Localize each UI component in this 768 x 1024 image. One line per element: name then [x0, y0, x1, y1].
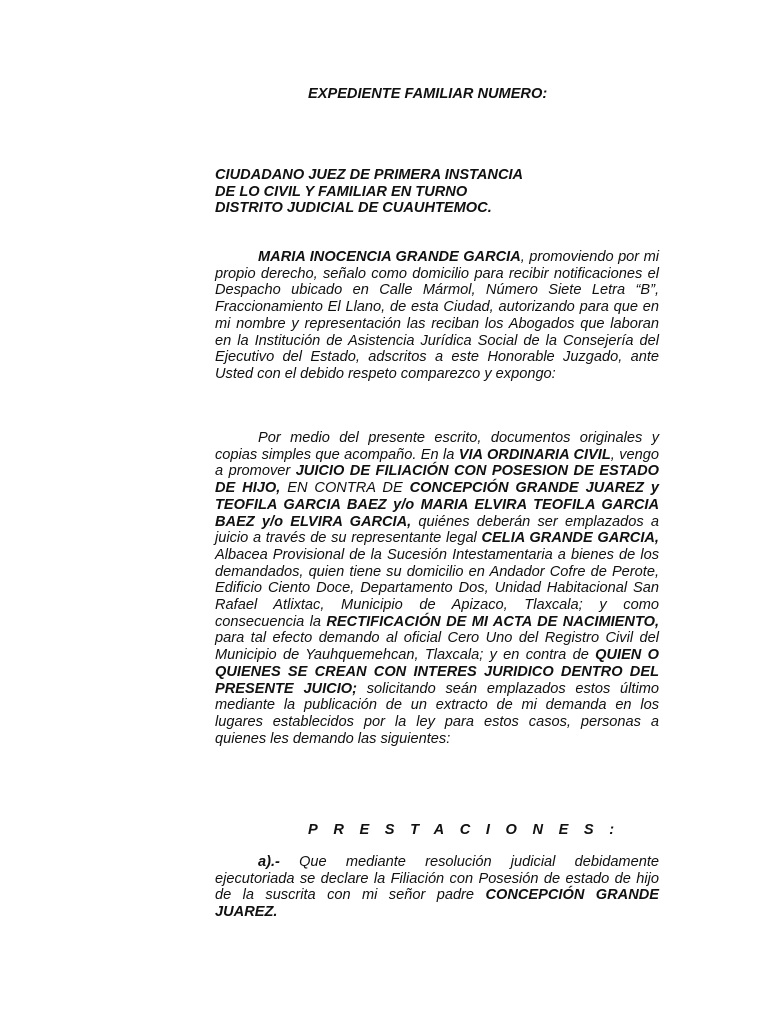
item-name: CONCEPCIÓN GRANDE JUAREZ.: [215, 887, 660, 921]
addressee-block: [215, 167, 655, 217]
body-bold: CELIA GRANDE GARCIA,: [481, 530, 659, 547]
body-bold: CONCEPCIÓN GRANDE JUAREZ y TEOFILA GARCIA BAEZ y/o MARIA ELVIRA TEOFILA GARCIA BAEZ y/o ELVIRA GARCIA,: [215, 480, 659, 530]
body-text: Albacea Provisional de la Sucesión Intestamentaria a bienes de los demandados, quien tiene su domicilio en Andador Cofre de Perote, Edificio Ciento Doce, Departamento Dos, Unidad Habitacional San Rafael Atlixtac, Municipio de Apizaco, Tlaxcala; y como consecuencia la: [215, 546, 659, 630]
body-text: solicitando seán emplazados estos último mediante la publicación de un extracto de mi demanda en los lugares establecidos por la ley para estos casos, personas a quienes les demando las siguientes:: [215, 680, 659, 747]
intro-text: , promoviendo por mi propio derecho, señalo como domicilio para recibir notificaciones el Despacho ubicado en Calle Mármol, Número Siete Letra “B”, Fraccionamiento El Llano, de esta Ciudad, autorizando para que en mi nombre y representación las reciban los Abogados que laboran en la Institución de Asistencia Jurídica Social de la Consejería del Ejecutivo del Estado, adscritos a este Honorable Juzgado, ante Usted con el debido respeto comparezco y expongo:: [215, 249, 659, 382]
body-bold: JUICIO DE FILIACIÓN CON POSESION DE ESTADO DE HIJO,: [215, 463, 659, 497]
body-bold: VIA ORDINARIA CIVIL: [458, 446, 611, 463]
intro-paragraph: [215, 249, 659, 383]
prestacion-item-a: [215, 854, 659, 921]
body-text: , vengo a promover: [215, 446, 660, 480]
body-bold: RECTIFICACIÓN DE MI ACTA DE NACIMIENTO,: [326, 613, 659, 630]
addressee-line: DISTRITO JUDICIAL DE CUAUHTEMOC.: [215, 200, 492, 217]
body-text: Por medio del presente escrito, documentos originales y copias simples que acompaño. En la: [215, 430, 659, 463]
body-text: quiénes deberán ser emplazados a juicio a través de su representante legal: [215, 513, 659, 547]
body-text: para tal efecto demando al oficial Cero Uno del Registro Civil del Municipio de Yauhquemehcan, Tlaxcala; y en contra de: [215, 630, 659, 664]
promovente-name: MARIA INOCENCIA GRANDE GARCIA: [258, 249, 521, 265]
body-bold: QUIEN O QUIENES SE CREAN CON INTERES JURIDICO DENTRO DEL PRESENTE JUICIO;: [215, 647, 660, 697]
body-paragraph: [215, 430, 659, 747]
item-text: Que mediante resolución judicial debidamente ejecutoriada se declare la Filiación con Posesión de estado de hijo de la suscrita con mi señor padre: [215, 854, 659, 904]
body-text: EN CONTRA DE: [280, 480, 410, 497]
prestaciones-heading: PRESTACIONES:: [308, 822, 630, 838]
addressee-line: CIUDADANO JUEZ DE PRIMERA INSTANCIA: [215, 167, 524, 183]
addressee-line: DE LO CIVIL Y FAMILIAR EN TURNO: [215, 183, 468, 200]
document-title: EXPEDIENTE FAMILIAR NUMERO:: [308, 86, 548, 102]
item-label: a).-: [258, 854, 280, 870]
